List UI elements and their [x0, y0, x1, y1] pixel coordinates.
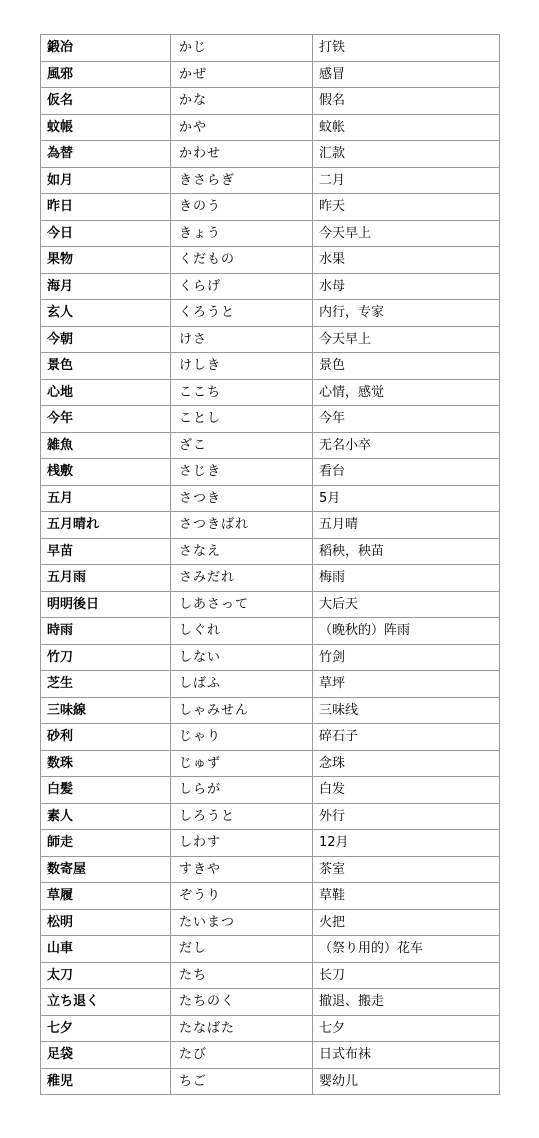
- reading-cell: さつき: [171, 485, 313, 512]
- word-cell: 昨日: [41, 194, 171, 221]
- table-row: [41, 273, 500, 300]
- table-row: [41, 167, 500, 194]
- table-row: [41, 830, 500, 857]
- table-row: [41, 697, 500, 724]
- meaning-cell: 今天早上: [313, 326, 500, 353]
- word-cell: 果物: [41, 247, 171, 274]
- table-row: [41, 565, 500, 592]
- meaning-cell: 水果: [313, 247, 500, 274]
- meaning-cell: 稻秧，秧苗: [313, 538, 500, 565]
- meaning-cell: 大后天: [313, 591, 500, 618]
- meaning-cell: 白发: [313, 777, 500, 804]
- meaning-cell: （晚秋的）阵雨: [313, 618, 500, 645]
- meaning-cell: 汇款: [313, 141, 500, 168]
- word-cell: 師走: [41, 830, 171, 857]
- table-row: [41, 1068, 500, 1095]
- meaning-cell: 七夕: [313, 1015, 500, 1042]
- reading-cell: けさ: [171, 326, 313, 353]
- reading-cell: かじ: [171, 35, 313, 62]
- reading-cell: しあさって: [171, 591, 313, 618]
- reading-cell: ぞうり: [171, 883, 313, 910]
- table-row: [41, 803, 500, 830]
- reading-cell: きのう: [171, 194, 313, 221]
- meaning-cell: 假名: [313, 88, 500, 115]
- table-row: [41, 777, 500, 804]
- meaning-cell: 竹剑: [313, 644, 500, 671]
- table-row: [41, 432, 500, 459]
- vocabulary-table-body: [41, 35, 500, 1095]
- word-cell: 五月: [41, 485, 171, 512]
- word-cell: 太刀: [41, 962, 171, 989]
- meaning-cell: 感冒: [313, 61, 500, 88]
- table-row: [41, 353, 500, 380]
- reading-cell: たちのく: [171, 989, 313, 1016]
- table-row: [41, 591, 500, 618]
- meaning-cell: 三味线: [313, 697, 500, 724]
- word-cell: 為替: [41, 141, 171, 168]
- reading-cell: しゃみせん: [171, 697, 313, 724]
- meaning-cell: 打铁: [313, 35, 500, 62]
- table-row: [41, 35, 500, 62]
- word-cell: 数寄屋: [41, 856, 171, 883]
- word-cell: 五月晴れ: [41, 512, 171, 539]
- word-cell: 雑魚: [41, 432, 171, 459]
- word-cell: 時雨: [41, 618, 171, 645]
- table-row: [41, 459, 500, 486]
- table-row: [41, 962, 500, 989]
- meaning-cell: 念珠: [313, 750, 500, 777]
- table-row: [41, 724, 500, 751]
- word-cell: 砂利: [41, 724, 171, 751]
- reading-cell: けしき: [171, 353, 313, 380]
- word-cell: 仮名: [41, 88, 171, 115]
- reading-cell: さじき: [171, 459, 313, 486]
- table-row: [41, 644, 500, 671]
- word-cell: 桟敷: [41, 459, 171, 486]
- reading-cell: しろうと: [171, 803, 313, 830]
- table-row: [41, 220, 500, 247]
- meaning-cell: 碎石子: [313, 724, 500, 751]
- reading-cell: しばふ: [171, 671, 313, 698]
- table-row: [41, 618, 500, 645]
- meaning-cell: 长刀: [313, 962, 500, 989]
- reading-cell: ちご: [171, 1068, 313, 1095]
- reading-cell: たなばた: [171, 1015, 313, 1042]
- reading-cell: くらげ: [171, 273, 313, 300]
- meaning-cell: 景色: [313, 353, 500, 380]
- meaning-cell: 草坪: [313, 671, 500, 698]
- meaning-cell: 五月晴: [313, 512, 500, 539]
- reading-cell: すきや: [171, 856, 313, 883]
- table-row: [41, 909, 500, 936]
- reading-cell: かや: [171, 114, 313, 141]
- meaning-cell: 无名小卒: [313, 432, 500, 459]
- word-cell: 芝生: [41, 671, 171, 698]
- meaning-cell: 梅雨: [313, 565, 500, 592]
- reading-cell: かぜ: [171, 61, 313, 88]
- table-row: [41, 379, 500, 406]
- table-row: [41, 326, 500, 353]
- table-row: [41, 671, 500, 698]
- table-row: [41, 300, 500, 327]
- meaning-cell: 内行，专家: [313, 300, 500, 327]
- word-cell: 山車: [41, 936, 171, 963]
- table-row: [41, 538, 500, 565]
- table-row: [41, 114, 500, 141]
- meaning-cell: 心情，感觉: [313, 379, 500, 406]
- meaning-cell: 日式布袜: [313, 1042, 500, 1069]
- word-cell: 数珠: [41, 750, 171, 777]
- meaning-cell: 茶室: [313, 856, 500, 883]
- reading-cell: きさらぎ: [171, 167, 313, 194]
- table-row: [41, 1015, 500, 1042]
- meaning-cell: 二月: [313, 167, 500, 194]
- reading-cell: さなえ: [171, 538, 313, 565]
- reading-cell: しぐれ: [171, 618, 313, 645]
- table-row: [41, 88, 500, 115]
- word-cell: 景色: [41, 353, 171, 380]
- reading-cell: じゃり: [171, 724, 313, 751]
- meaning-cell: 蚊帐: [313, 114, 500, 141]
- word-cell: 素人: [41, 803, 171, 830]
- word-cell: 松明: [41, 909, 171, 936]
- table-row: [41, 247, 500, 274]
- word-cell: 五月雨: [41, 565, 171, 592]
- table-row: [41, 989, 500, 1016]
- table-row: [41, 512, 500, 539]
- reading-cell: じゅず: [171, 750, 313, 777]
- table-row: [41, 936, 500, 963]
- word-cell: 立ち退く: [41, 989, 171, 1016]
- reading-cell: ざこ: [171, 432, 313, 459]
- word-cell: 今日: [41, 220, 171, 247]
- word-cell: 稚児: [41, 1068, 171, 1095]
- meaning-cell: 今天早上: [313, 220, 500, 247]
- table-row: [41, 141, 500, 168]
- word-cell: 風邪: [41, 61, 171, 88]
- word-cell: 七夕: [41, 1015, 171, 1042]
- word-cell: 心地: [41, 379, 171, 406]
- table-row: [41, 883, 500, 910]
- reading-cell: たび: [171, 1042, 313, 1069]
- word-cell: 海月: [41, 273, 171, 300]
- table-row: [41, 1042, 500, 1069]
- word-cell: 玄人: [41, 300, 171, 327]
- word-cell: 白髪: [41, 777, 171, 804]
- reading-cell: しない: [171, 644, 313, 671]
- reading-cell: ここち: [171, 379, 313, 406]
- meaning-cell: 水母: [313, 273, 500, 300]
- table-row: [41, 750, 500, 777]
- meaning-cell: （祭り用的）花车: [313, 936, 500, 963]
- meaning-cell: 外行: [313, 803, 500, 830]
- word-cell: 鍛冶: [41, 35, 171, 62]
- word-cell: 足袋: [41, 1042, 171, 1069]
- table-row: [41, 485, 500, 512]
- word-cell: 蚊帳: [41, 114, 171, 141]
- meaning-cell: 草鞋: [313, 883, 500, 910]
- reading-cell: しらが: [171, 777, 313, 804]
- word-cell: 今年: [41, 406, 171, 433]
- word-cell: 早苗: [41, 538, 171, 565]
- reading-cell: きょう: [171, 220, 313, 247]
- reading-cell: しわす: [171, 830, 313, 857]
- table-row: [41, 194, 500, 221]
- reading-cell: さみだれ: [171, 565, 313, 592]
- meaning-cell: 看台: [313, 459, 500, 486]
- reading-cell: くだもの: [171, 247, 313, 274]
- word-cell: 如月: [41, 167, 171, 194]
- meaning-cell: 婴幼儿: [313, 1068, 500, 1095]
- reading-cell: くろうと: [171, 300, 313, 327]
- reading-cell: ことし: [171, 406, 313, 433]
- meaning-cell: 昨天: [313, 194, 500, 221]
- word-cell: 草履: [41, 883, 171, 910]
- word-cell: 明明後日: [41, 591, 171, 618]
- reading-cell: だし: [171, 936, 313, 963]
- meaning-cell: 火把: [313, 909, 500, 936]
- reading-cell: かな: [171, 88, 313, 115]
- reading-cell: かわせ: [171, 141, 313, 168]
- word-cell: 竹刀: [41, 644, 171, 671]
- meaning-cell: 5月: [313, 485, 500, 512]
- meaning-cell: 12月: [313, 830, 500, 857]
- reading-cell: たち: [171, 962, 313, 989]
- table-row: [41, 406, 500, 433]
- meaning-cell: 撤退、搬走: [313, 989, 500, 1016]
- table-row: [41, 856, 500, 883]
- reading-cell: たいまつ: [171, 909, 313, 936]
- word-cell: 三味線: [41, 697, 171, 724]
- table-row: [41, 61, 500, 88]
- vocabulary-table: [40, 34, 500, 1095]
- word-cell: 今朝: [41, 326, 171, 353]
- meaning-cell: 今年: [313, 406, 500, 433]
- reading-cell: さつきばれ: [171, 512, 313, 539]
